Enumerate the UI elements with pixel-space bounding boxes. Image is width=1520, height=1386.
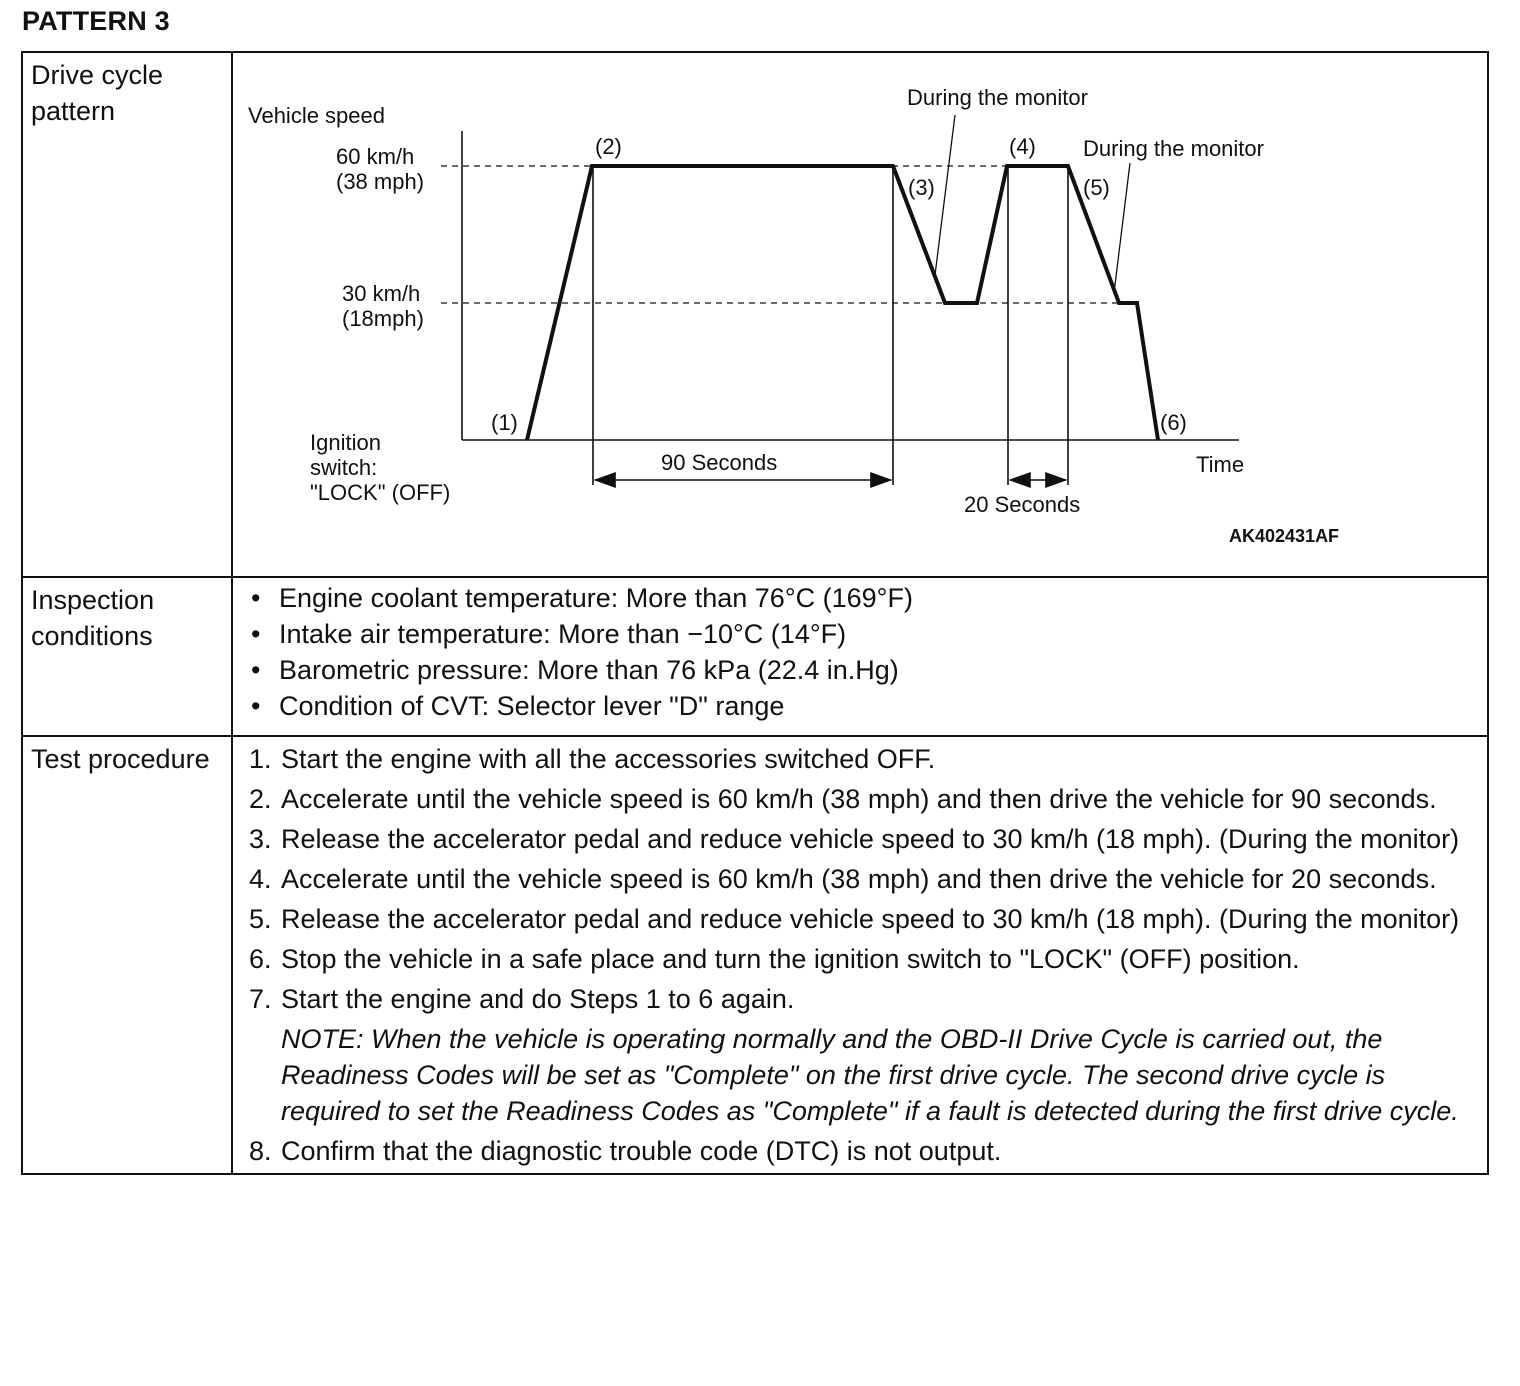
table-row-drive-cycle (22, 52, 1488, 577)
ignition-label-line3: "LOCK" (OFF) (310, 480, 451, 505)
table-row-procedure (22, 736, 1488, 1174)
row-label-drive-cycle: Drive cycle pattern (22, 52, 232, 577)
bullet-icon: • (251, 619, 261, 649)
figure-code: AK402431AF (1229, 526, 1340, 546)
step-text: Start the engine and do Steps 1 to 6 again. (281, 984, 795, 1014)
step-number: 7. (249, 984, 272, 1014)
step-number: 6. (249, 944, 272, 974)
speed-60-mph-label: (38 mph) (336, 169, 425, 194)
step-text: Start the engine with all the accessories switched OFF. (281, 744, 936, 774)
ignition-label-line2: switch: (310, 455, 378, 480)
step-marker-5: (5) (1083, 175, 1110, 200)
ignition-label-line1: Ignition (310, 430, 381, 455)
speed-60-label: 60 km/h (336, 144, 415, 169)
speed-30-label: 30 km/h (342, 281, 421, 306)
step-number: 3. (249, 824, 272, 854)
drive-cycle-table (21, 51, 1489, 1175)
duration-label-20s: 20 Seconds (964, 492, 1081, 517)
condition-text: Intake air temperature: More than −10°C (14°F) (279, 619, 847, 649)
step-text: Release the accelerator pedal and reduce vehicle speed to 30 km/h (18 mph). (During the monitor) (281, 904, 1460, 934)
bullet-icon: • (251, 691, 261, 721)
list-item (249, 781, 1477, 817)
page-title: PATTERN 3 (22, 6, 170, 36)
step-number: 5. (249, 904, 272, 934)
list-item (251, 616, 1487, 652)
step-number: 8. (249, 1136, 272, 1166)
list-item (249, 821, 1477, 857)
list-item (249, 941, 1477, 977)
bullet-icon: • (251, 583, 261, 613)
step-text: Stop the vehicle in a safe place and turn the ignition switch to "LOCK" (OFF) position. (281, 944, 1300, 974)
condition-text: Condition of CVT: Selector lever "D" range (279, 691, 785, 721)
speed-30-mph-label: (18mph) (342, 306, 424, 331)
y-axis-label: Vehicle speed (248, 103, 385, 128)
monitor-leader-line-a (935, 115, 955, 275)
step-text: Release the accelerator pedal and reduce vehicle speed to 30 km/h (18 mph). (During the monitor) (281, 824, 1460, 854)
list-item (251, 580, 1487, 616)
step-number: 2. (249, 784, 272, 814)
step-marker-1: (1) (491, 410, 518, 435)
condition-text: Engine coolant temperature: More than 76°C (169°F) (279, 583, 913, 613)
test-procedure-list (233, 737, 1487, 1017)
monitor-leader-line-b (1114, 163, 1130, 293)
step-marker-6: (6) (1160, 410, 1187, 435)
test-procedure-list-final (233, 1133, 1487, 1169)
monitor-label-b: During the monitor (1083, 136, 1264, 161)
duration-label-90s: 90 Seconds (661, 450, 778, 475)
inspection-conditions-cell (232, 577, 1488, 736)
list-item (251, 688, 1487, 724)
list-item (249, 741, 1477, 777)
step-marker-4: (4) (1009, 134, 1036, 159)
test-procedure-cell (232, 736, 1488, 1174)
step-text: Accelerate until the vehicle speed is 60 km/h (38 mph) and then drive the vehicle for 20 seconds. (281, 864, 1437, 894)
step-number: 4. (249, 864, 272, 894)
drive-cycle-chart (233, 53, 1491, 572)
x-axis-label: Time (1196, 452, 1245, 477)
table-row-inspection (22, 577, 1488, 736)
list-item (249, 981, 1477, 1017)
list-item (249, 861, 1477, 897)
bullet-icon: • (251, 655, 261, 685)
row-label-inspection: Inspection conditions (22, 577, 232, 736)
step-text: Confirm that the diagnostic trouble code (DTC) is not output. (281, 1136, 1002, 1166)
step-text: Accelerate until the vehicle speed is 60 km/h (38 mph) and then drive the vehicle for 90 seconds. (281, 784, 1437, 814)
note-text: NOTE: When the vehicle is operating normally and the OBD-II Drive Cycle is carried out, the Readiness Codes will be set as "Complete" on the first drive cycle. The second drive cycle is required to set the Readiness Codes as "Complete" if a fault is detected during the first drive cycle. (281, 1024, 1459, 1126)
row-label-procedure: Test procedure (22, 736, 232, 1174)
monitor-label-a: During the monitor (907, 85, 1088, 110)
drive-cycle-diagram-cell (232, 52, 1488, 577)
step-number: 1. (249, 744, 272, 774)
step-marker-3: (3) (908, 175, 935, 200)
list-item (251, 652, 1487, 688)
condition-text: Barometric pressure: More than 76 kPa (22.4 in.Hg) (279, 655, 899, 685)
list-item (249, 1133, 1477, 1169)
step-marker-2: (2) (595, 134, 622, 159)
list-item (249, 901, 1477, 937)
inspection-conditions-list (233, 578, 1487, 724)
